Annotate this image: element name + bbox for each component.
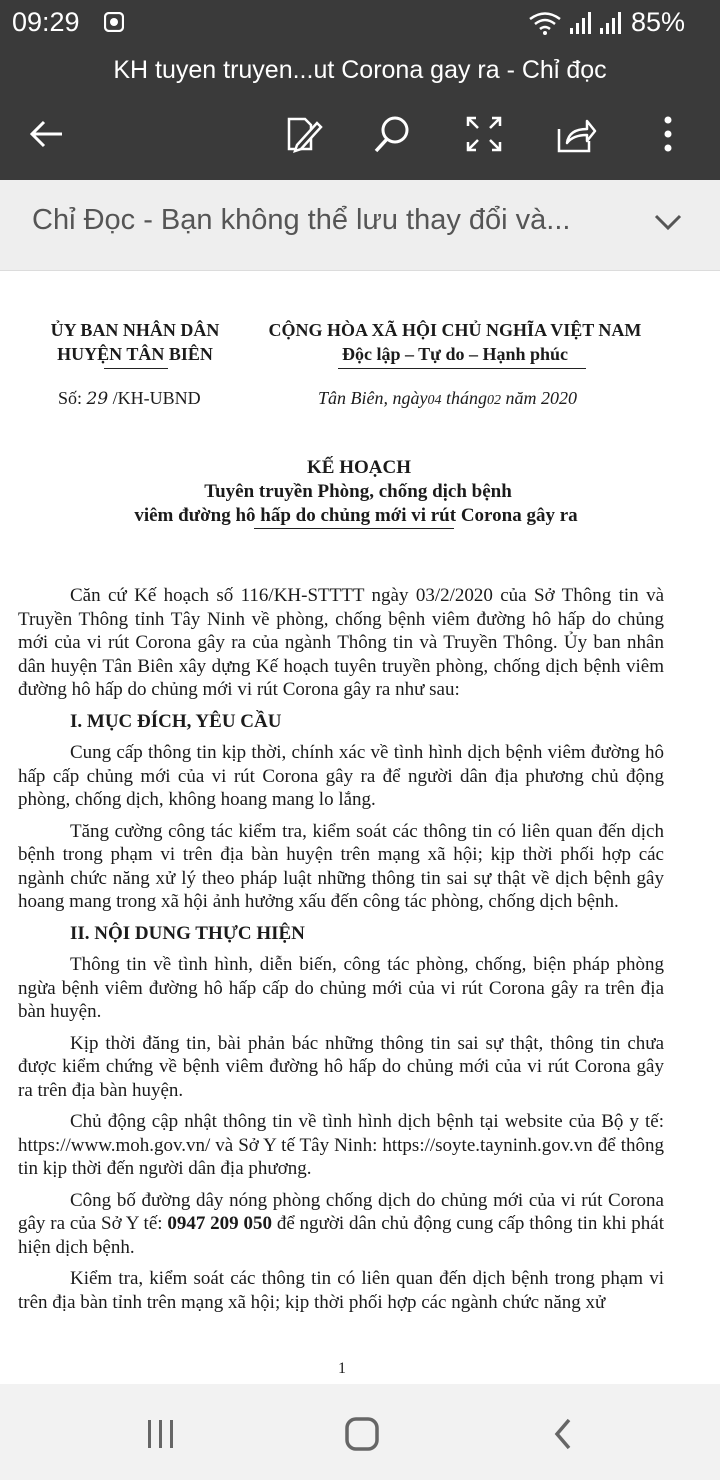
document-title: KH tuyen truyen...ut Corona gay ra - Chỉ đọc [113,56,607,84]
issuer-block [40,318,230,366]
page-number: 1 [338,1360,346,1377]
number-suffix: /KH-UBND [112,388,201,408]
issuer-underline [104,368,168,369]
navigation-bar [0,1384,720,1480]
status-bar [0,0,720,46]
hotline-number: 0947 209 050 [167,1213,272,1234]
section-2-heading: II. NỘI DUNG THỰC HIỆN [70,922,305,944]
month-handwritten: 02 [487,393,502,408]
fullscreen-icon[interactable] [458,108,510,160]
motto-underline [338,368,586,369]
month-label: tháng [446,388,488,408]
day-handwritten: 04 [427,393,442,408]
section-1-paragraph-2: Tăng cường công tác kiểm tra, kiểm soát các thông tin có liên quan đến dịch bệnh trong phạm vi trên địa bàn huyện trên mạng xã hội; kịp thời phối hợp các ngành chức năng xử lý theo pháp luật những thông tin sai sự thật về dịch bệnh gây hoang mang trong xã hội ảnh hưởng xấu đến công tác phòng, chống dịch bệnh. [18,820,664,912]
year-text: năm 2020 [505,388,578,408]
section-2-paragraph-2: Kịp thời đăng tin, bài phản bác những thông tin sai sự thật, thông tin chưa được kiểm chứng về bệnh viêm đường hô hấp do chủng mới của vi rút Corona gây ra trên địa bàn huyện. [18,1032,664,1101]
national-title: CỘNG HÒA XÃ HỘI CHỦ NGHĨA VIỆT NAM [268,320,642,340]
number-label: Số: [58,388,83,408]
app-bar [0,46,720,180]
number-handwritten: 29 [86,389,109,409]
title-underline [254,528,454,529]
share-icon[interactable] [550,108,602,160]
battery-percent: 85% [631,7,686,37]
document-body [18,584,664,1322]
hotline-tail: để người dân chủ động cung cấp thông tin khi phát hiện dịch bệnh. [18,1213,664,1258]
edit-icon[interactable] [276,108,328,160]
hotline-lead: Công bố đường dây nóng phòng chống dịch do chủng mới của vi rút Corona gây ra của Sở Y tế: [18,1189,664,1234]
notification-icon [104,12,124,32]
search-icon[interactable] [366,108,418,160]
section-2-paragraph-4 [18,1189,664,1260]
home-icon[interactable] [338,1410,386,1458]
section-2-paragraph-3: Chủ động cập nhật thông tin về tình hình dịch bệnh tại website của Bộ y tế: https://www.moh.gov.vn/ và Sở Y tế Tây Ninh: https://soyte.tayninh.gov.vn để thông tin kịp thời đến người dân địa phương. [18,1111,664,1179]
place-prefix: Tân Biên, ngày [318,388,428,408]
back-icon[interactable] [540,1410,588,1458]
issuer-line-1: ỦY BAN NHÂN DÂN [50,320,220,340]
section-1-heading: I. MỤC ĐÍCH, YÊU CẦU [70,710,282,732]
national-header [250,318,660,366]
plan-title-line-2: Tuyên truyền Phòng, chống dịch bệnh [204,481,512,502]
plan-title-line-1: KẾ HOẠCH [307,457,411,478]
wifi-icon [528,11,562,35]
section-1-paragraph-1: Cung cấp thông tin kịp thời, chính xác về tình hình dịch bệnh viêm đường hô hấp cấp chủng mới của vi rút Corona gây ra để người dân địa phương chủ động phòng, chống dịch, không hoang mang lo lắng. [18,742,664,810]
readonly-message: Chỉ Đọc - Bạn không thể lưu thay đổi và... [32,204,571,236]
section-2-paragraph-1: Thông tin về tình hình, diễn biến, công tác phòng, chống, biện pháp phòng ngừa bệnh viêm đường hô hấp cấp do chủng mới của vi rút Corona gây ra trên địa bàn huyện. [18,954,664,1022]
intro-paragraph: Căn cứ Kế hoạch số 116/KH-STTTT ngày 03/2/2020 của Sở Thông tin và Truyền Thông tỉnh Tây Ninh về phòng, chống bệnh viêm đường hô hấp do chủng mới của vi rút Corona gây ra của ngành Thông tin và Truyền Thông. Ủy ban nhân dân huyện Tân Biên xây dựng Kế hoạch tuyên truyền phòng, chống dịch bệnh viêm đường hô hấp do chủng mới vi rút Corona gây ra như sau: [18,585,664,700]
place-date [318,388,577,409]
recent-apps-icon[interactable] [137,1410,185,1458]
document-number [58,388,201,409]
status-time: 09:29 [12,7,80,37]
back-arrow-icon[interactable] [20,108,72,160]
section-2-paragraph-5: Kiểm tra, kiểm soát các thông tin có liên quan đến dịch bệnh trong phạm vi trên địa bàn tỉnh trên mạng xã hội; kịp thời phối hợp các ngành chức năng xử [18,1268,664,1313]
readonly-banner[interactable] [0,180,720,271]
signal-icon [568,10,594,36]
plan-title [0,456,720,528]
national-motto: Độc lập – Tự do – Hạnh phúc [341,344,569,364]
signal-icon-2 [598,10,624,36]
plan-title-line-3: viêm đường hô hấp do chủng mới vi rút Corona gây ra [134,505,578,526]
more-vertical-icon[interactable] [642,108,694,160]
document-page[interactable] [0,272,720,1384]
chevron-down-icon[interactable] [650,204,686,240]
issuer-line-2: HUYỆN TÂN BIÊN [57,344,213,364]
